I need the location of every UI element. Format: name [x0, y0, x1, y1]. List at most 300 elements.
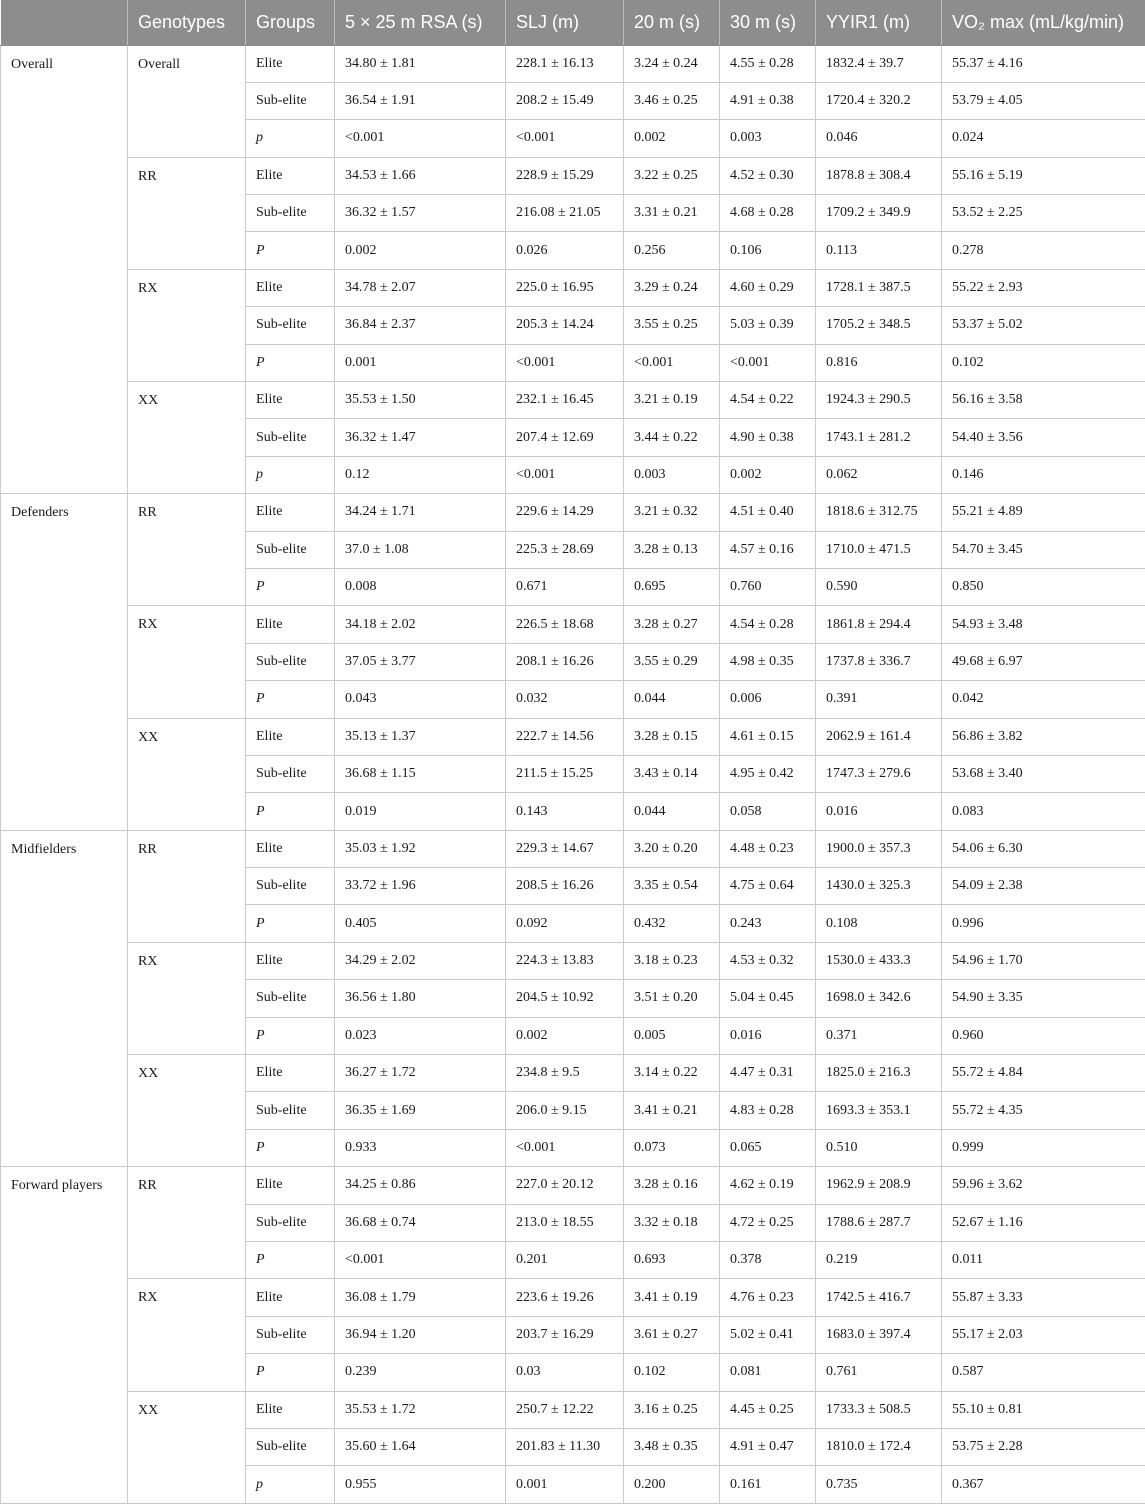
yyir1-cell: 1683.0 ± 397.4	[816, 1316, 942, 1353]
slj-cell: 0.201	[506, 1242, 624, 1279]
sprint-20m-cell: 3.43 ± 0.14	[624, 755, 720, 792]
group-cell: P	[246, 1242, 335, 1279]
vo2max-cell: 53.52 ± 2.25	[942, 195, 1145, 232]
sprint-30m-cell: 5.02 ± 0.41	[720, 1316, 816, 1353]
group-cell: P	[246, 232, 335, 269]
position-cell: Overall	[1, 45, 128, 494]
sprint-30m-cell: 4.62 ± 0.19	[720, 1167, 816, 1204]
vo2max-cell: 0.024	[942, 120, 1145, 157]
slj-cell: 0.092	[506, 905, 624, 942]
group-cell: Sub-elite	[246, 1428, 335, 1465]
sprint-30m-cell: 4.90 ± 0.38	[720, 419, 816, 456]
yyir1-cell: 0.371	[816, 1017, 942, 1054]
yyir1-cell: 2062.9 ± 161.4	[816, 718, 942, 755]
slj-cell: 225.0 ± 16.95	[506, 269, 624, 306]
sprint-30m-cell: 0.003	[720, 120, 816, 157]
genotype-cell: XX	[128, 1391, 246, 1503]
sprint-30m-cell: 0.106	[720, 232, 816, 269]
rsa-cell: 34.25 ± 0.86	[335, 1167, 506, 1204]
sprint-30m-cell: 4.54 ± 0.28	[720, 606, 816, 643]
sprint-20m-cell: 3.28 ± 0.27	[624, 606, 720, 643]
slj-cell: 216.08 ± 21.05	[506, 195, 624, 232]
table-row	[1, 1055, 1145, 1092]
yyir1-cell: 1705.2 ± 348.5	[816, 307, 942, 344]
rsa-cell: 37.05 ± 3.77	[335, 643, 506, 680]
yyir1-cell: 1924.3 ± 290.5	[816, 382, 942, 419]
vo2max-cell: 0.083	[942, 793, 1145, 830]
vo2max-cell: 55.21 ± 4.89	[942, 494, 1145, 531]
vo2max-cell: 53.37 ± 5.02	[942, 307, 1145, 344]
rsa-cell: 0.043	[335, 681, 506, 718]
vo2max-cell: 0.996	[942, 905, 1145, 942]
sprint-20m-cell: 3.55 ± 0.29	[624, 643, 720, 680]
sprint-20m-cell: 0.044	[624, 793, 720, 830]
rsa-cell: 33.72 ± 1.96	[335, 868, 506, 905]
sprint-30m-cell: 4.72 ± 0.25	[720, 1204, 816, 1241]
genotype-cell: RR	[128, 157, 246, 269]
rsa-cell: 36.54 ± 1.91	[335, 82, 506, 119]
sprint-30m-cell: 4.53 ± 0.32	[720, 942, 816, 979]
slj-cell: 0.03	[506, 1354, 624, 1391]
group-cell: Sub-elite	[246, 419, 335, 456]
yyir1-cell: 1962.9 ± 208.9	[816, 1167, 942, 1204]
sprint-20m-cell: 3.35 ± 0.54	[624, 868, 720, 905]
genotype-cell: XX	[128, 382, 246, 494]
sprint-30m-cell: 0.378	[720, 1242, 816, 1279]
sprint-30m-cell: 0.065	[720, 1129, 816, 1166]
vo2max-cell: 53.79 ± 4.05	[942, 82, 1145, 119]
genotype-cell: XX	[128, 718, 246, 830]
group-cell: Sub-elite	[246, 755, 335, 792]
group-cell: Elite	[246, 718, 335, 755]
rsa-cell: 0.955	[335, 1466, 506, 1503]
group-cell: P	[246, 1017, 335, 1054]
slj-cell: 204.5 ± 10.92	[506, 980, 624, 1017]
header-yyir1: YYIR1 (m)	[816, 0, 942, 45]
yyir1-cell: 1742.5 ± 416.7	[816, 1279, 942, 1316]
slj-cell: 226.5 ± 18.68	[506, 606, 624, 643]
genotype-cell: RX	[128, 606, 246, 718]
header-rsa: 5 × 25 m RSA (s)	[335, 0, 506, 45]
rsa-cell: 35.60 ± 1.64	[335, 1428, 506, 1465]
group-cell: P	[246, 1129, 335, 1166]
vo2max-cell: 0.146	[942, 456, 1145, 493]
table-row	[1, 830, 1145, 867]
vo2max-cell: 0.960	[942, 1017, 1145, 1054]
slj-cell: <0.001	[506, 456, 624, 493]
sprint-20m-cell: 0.002	[624, 120, 720, 157]
rsa-cell: 36.68 ± 0.74	[335, 1204, 506, 1241]
slj-cell: 0.002	[506, 1017, 624, 1054]
group-cell: Sub-elite	[246, 82, 335, 119]
vo2max-cell: 56.86 ± 3.82	[942, 718, 1145, 755]
rsa-cell: 0.12	[335, 456, 506, 493]
sprint-20m-cell: 3.51 ± 0.20	[624, 980, 720, 1017]
vo2max-cell: 54.70 ± 3.45	[942, 531, 1145, 568]
group-cell: Sub-elite	[246, 643, 335, 680]
sprint-20m-cell: <0.001	[624, 344, 720, 381]
yyir1-cell: 1698.0 ± 342.6	[816, 980, 942, 1017]
header-30m: 30 m (s)	[720, 0, 816, 45]
rsa-cell: 36.94 ± 1.20	[335, 1316, 506, 1353]
yyir1-cell: 1810.0 ± 172.4	[816, 1428, 942, 1465]
position-cell: Forward players	[1, 1167, 128, 1504]
table-row	[1, 606, 1145, 643]
sprint-20m-cell: 3.48 ± 0.35	[624, 1428, 720, 1465]
yyir1-cell: 0.510	[816, 1129, 942, 1166]
yyir1-cell: 1430.0 ± 325.3	[816, 868, 942, 905]
sprint-30m-cell: 4.60 ± 0.29	[720, 269, 816, 306]
slj-cell: 0.032	[506, 681, 624, 718]
table-row	[1, 1279, 1145, 1316]
group-cell: Elite	[246, 494, 335, 531]
rsa-cell: <0.001	[335, 1242, 506, 1279]
sprint-20m-cell: 0.200	[624, 1466, 720, 1503]
vo2max-cell: 0.042	[942, 681, 1145, 718]
genotype-cell: RX	[128, 942, 246, 1054]
position-cell: Defenders	[1, 494, 128, 831]
rsa-cell: 36.35 ± 1.69	[335, 1092, 506, 1129]
group-cell: Elite	[246, 1391, 335, 1428]
group-cell: Sub-elite	[246, 195, 335, 232]
table-row	[1, 494, 1145, 531]
rsa-cell: 0.008	[335, 568, 506, 605]
yyir1-cell: 1788.6 ± 287.7	[816, 1204, 942, 1241]
rsa-cell: 36.27 ± 1.72	[335, 1055, 506, 1092]
sprint-30m-cell: 0.243	[720, 905, 816, 942]
vo2max-cell: 49.68 ± 6.97	[942, 643, 1145, 680]
sprint-20m-cell: 3.18 ± 0.23	[624, 942, 720, 979]
sprint-20m-cell: 3.41 ± 0.19	[624, 1279, 720, 1316]
group-cell: Elite	[246, 1055, 335, 1092]
yyir1-cell: 0.046	[816, 120, 942, 157]
sprint-30m-cell: 4.52 ± 0.30	[720, 157, 816, 194]
rsa-cell: 34.29 ± 2.02	[335, 942, 506, 979]
sprint-30m-cell: 4.91 ± 0.47	[720, 1428, 816, 1465]
slj-cell: 205.3 ± 14.24	[506, 307, 624, 344]
sprint-20m-cell: 0.695	[624, 568, 720, 605]
sprint-30m-cell: 4.75 ± 0.64	[720, 868, 816, 905]
group-cell: p	[246, 1466, 335, 1503]
rsa-cell: 0.405	[335, 905, 506, 942]
sprint-30m-cell: 4.57 ± 0.16	[720, 531, 816, 568]
slj-cell: 232.1 ± 16.45	[506, 382, 624, 419]
rsa-cell: 34.80 ± 1.81	[335, 45, 506, 82]
slj-cell: 207.4 ± 12.69	[506, 419, 624, 456]
sprint-30m-cell: 0.081	[720, 1354, 816, 1391]
vo2max-cell: 53.68 ± 3.40	[942, 755, 1145, 792]
vo2max-cell: 55.87 ± 3.33	[942, 1279, 1145, 1316]
sprint-30m-cell: 4.47 ± 0.31	[720, 1055, 816, 1092]
vo2max-cell: 59.96 ± 3.62	[942, 1167, 1145, 1204]
sprint-30m-cell: 5.03 ± 0.39	[720, 307, 816, 344]
sprint-30m-cell: 4.61 ± 0.15	[720, 718, 816, 755]
sprint-30m-cell: <0.001	[720, 344, 816, 381]
yyir1-cell: 1818.6 ± 312.75	[816, 494, 942, 531]
genotype-cell: RX	[128, 269, 246, 381]
sprint-20m-cell: 3.22 ± 0.25	[624, 157, 720, 194]
sprint-20m-cell: 0.102	[624, 1354, 720, 1391]
sprint-20m-cell: 3.24 ± 0.24	[624, 45, 720, 82]
slj-cell: 228.1 ± 16.13	[506, 45, 624, 82]
yyir1-cell: 1530.0 ± 433.3	[816, 942, 942, 979]
vo2max-cell: 54.06 ± 6.30	[942, 830, 1145, 867]
vo2max-cell: 0.850	[942, 568, 1145, 605]
table-row	[1, 942, 1145, 979]
yyir1-cell: 0.113	[816, 232, 942, 269]
genotype-cell: RX	[128, 1279, 246, 1391]
sprint-20m-cell: 3.28 ± 0.13	[624, 531, 720, 568]
rsa-cell: 0.933	[335, 1129, 506, 1166]
slj-cell: 201.83 ± 11.30	[506, 1428, 624, 1465]
table-row	[1, 382, 1145, 419]
sprint-30m-cell: 0.058	[720, 793, 816, 830]
sprint-30m-cell: 4.48 ± 0.23	[720, 830, 816, 867]
rsa-cell: 36.32 ± 1.57	[335, 195, 506, 232]
group-cell: Sub-elite	[246, 868, 335, 905]
slj-cell: 213.0 ± 18.55	[506, 1204, 624, 1241]
group-cell: Elite	[246, 606, 335, 643]
slj-cell: 208.5 ± 16.26	[506, 868, 624, 905]
rsa-cell: 0.002	[335, 232, 506, 269]
vo2max-cell: 54.93 ± 3.48	[942, 606, 1145, 643]
vo2max-cell: 55.10 ± 0.81	[942, 1391, 1145, 1428]
sprint-20m-cell: 3.46 ± 0.25	[624, 82, 720, 119]
group-cell: Elite	[246, 1167, 335, 1204]
vo2max-cell: 54.90 ± 3.35	[942, 980, 1145, 1017]
group-cell: Sub-elite	[246, 1316, 335, 1353]
vo2max-cell: 0.011	[942, 1242, 1145, 1279]
sprint-20m-cell: 3.21 ± 0.32	[624, 494, 720, 531]
group-cell: P	[246, 344, 335, 381]
slj-cell: 228.9 ± 15.29	[506, 157, 624, 194]
vo2max-cell: 52.67 ± 1.16	[942, 1204, 1145, 1241]
table-row	[1, 269, 1145, 306]
genotype-cell: XX	[128, 1055, 246, 1167]
sprint-20m-cell: 3.21 ± 0.19	[624, 382, 720, 419]
vo2max-cell: 0.999	[942, 1129, 1145, 1166]
sprint-20m-cell: 3.28 ± 0.16	[624, 1167, 720, 1204]
group-cell: Elite	[246, 1279, 335, 1316]
slj-cell: <0.001	[506, 120, 624, 157]
sprint-30m-cell: 0.016	[720, 1017, 816, 1054]
group-cell: Sub-elite	[246, 980, 335, 1017]
yyir1-cell: 0.108	[816, 905, 942, 942]
header-genotypes: Genotypes	[128, 0, 246, 45]
sprint-30m-cell: 0.002	[720, 456, 816, 493]
vo2max-cell: 0.102	[942, 344, 1145, 381]
slj-cell: <0.001	[506, 1129, 624, 1166]
rsa-cell: 34.78 ± 2.07	[335, 269, 506, 306]
rsa-cell: 34.18 ± 2.02	[335, 606, 506, 643]
rsa-cell: <0.001	[335, 120, 506, 157]
sprint-20m-cell: 0.432	[624, 905, 720, 942]
group-cell: P	[246, 568, 335, 605]
sprint-30m-cell: 4.95 ± 0.42	[720, 755, 816, 792]
sprint-30m-cell: 4.68 ± 0.28	[720, 195, 816, 232]
vo2max-cell: 55.72 ± 4.84	[942, 1055, 1145, 1092]
rsa-cell: 35.53 ± 1.72	[335, 1391, 506, 1428]
yyir1-cell: 0.590	[816, 568, 942, 605]
slj-cell: 206.0 ± 9.15	[506, 1092, 624, 1129]
sprint-20m-cell: 3.29 ± 0.24	[624, 269, 720, 306]
yyir1-cell: 1900.0 ± 357.3	[816, 830, 942, 867]
sprint-20m-cell: 0.005	[624, 1017, 720, 1054]
slj-cell: 211.5 ± 15.25	[506, 755, 624, 792]
sprint-20m-cell: 0.044	[624, 681, 720, 718]
sprint-20m-cell: 3.41 ± 0.21	[624, 1092, 720, 1129]
rsa-cell: 36.68 ± 1.15	[335, 755, 506, 792]
group-cell: Sub-elite	[246, 531, 335, 568]
sprint-20m-cell: 3.20 ± 0.20	[624, 830, 720, 867]
group-cell: P	[246, 793, 335, 830]
sprint-30m-cell: 4.98 ± 0.35	[720, 643, 816, 680]
slj-cell: 229.3 ± 14.67	[506, 830, 624, 867]
yyir1-cell: 1832.4 ± 39.7	[816, 45, 942, 82]
sprint-30m-cell: 0.760	[720, 568, 816, 605]
sprint-30m-cell: 5.04 ± 0.45	[720, 980, 816, 1017]
sprint-30m-cell: 4.76 ± 0.23	[720, 1279, 816, 1316]
vo2max-cell: 55.16 ± 5.19	[942, 157, 1145, 194]
header-20m: 20 m (s)	[624, 0, 720, 45]
yyir1-cell: 0.062	[816, 456, 942, 493]
slj-cell: 223.6 ± 19.26	[506, 1279, 624, 1316]
group-cell: P	[246, 905, 335, 942]
sprint-20m-cell: 0.073	[624, 1129, 720, 1166]
yyir1-cell: 1747.3 ± 279.6	[816, 755, 942, 792]
vo2max-cell: 55.72 ± 4.35	[942, 1092, 1145, 1129]
position-cell: Midfielders	[1, 830, 128, 1167]
group-cell: Elite	[246, 382, 335, 419]
rsa-cell: 36.84 ± 2.37	[335, 307, 506, 344]
yyir1-cell: 1693.3 ± 353.1	[816, 1092, 942, 1129]
yyir1-cell: 0.816	[816, 344, 942, 381]
vo2max-cell: 55.37 ± 4.16	[942, 45, 1145, 82]
table-row	[1, 157, 1145, 194]
group-cell: Sub-elite	[246, 307, 335, 344]
group-cell: Sub-elite	[246, 1204, 335, 1241]
sprint-30m-cell: 4.91 ± 0.38	[720, 82, 816, 119]
slj-cell: 0.143	[506, 793, 624, 830]
rsa-cell: 36.56 ± 1.80	[335, 980, 506, 1017]
yyir1-cell: 0.735	[816, 1466, 942, 1503]
genotype-cell: RR	[128, 494, 246, 606]
yyir1-cell: 1709.2 ± 349.9	[816, 195, 942, 232]
vo2max-cell: 0.278	[942, 232, 1145, 269]
sprint-20m-cell: 3.55 ± 0.25	[624, 307, 720, 344]
group-cell: p	[246, 120, 335, 157]
vo2max-cell: 54.40 ± 3.56	[942, 419, 1145, 456]
vo2max-cell: 54.09 ± 2.38	[942, 868, 1145, 905]
table-row	[1, 45, 1145, 82]
yyir1-cell: 1733.3 ± 508.5	[816, 1391, 942, 1428]
sprint-30m-cell: 4.45 ± 0.25	[720, 1391, 816, 1428]
sprint-20m-cell: 3.28 ± 0.15	[624, 718, 720, 755]
header-vo2max: VO₂ max (mL/kg/min)	[942, 0, 1145, 45]
rsa-cell: 0.023	[335, 1017, 506, 1054]
group-cell: Sub-elite	[246, 1092, 335, 1129]
slj-cell: <0.001	[506, 344, 624, 381]
slj-cell: 0.001	[506, 1466, 624, 1503]
slj-cell: 229.6 ± 14.29	[506, 494, 624, 531]
group-cell: P	[246, 1354, 335, 1391]
slj-cell: 0.671	[506, 568, 624, 605]
sprint-30m-cell: 0.161	[720, 1466, 816, 1503]
rsa-cell: 37.0 ± 1.08	[335, 531, 506, 568]
yyir1-cell: 1743.1 ± 281.2	[816, 419, 942, 456]
rsa-cell: 35.03 ± 1.92	[335, 830, 506, 867]
genotype-cell: RR	[128, 1167, 246, 1279]
yyir1-cell: 0.761	[816, 1354, 942, 1391]
yyir1-cell: 0.016	[816, 793, 942, 830]
sprint-20m-cell: 0.003	[624, 456, 720, 493]
sprint-20m-cell: 0.693	[624, 1242, 720, 1279]
sprint-20m-cell: 3.31 ± 0.21	[624, 195, 720, 232]
rsa-cell: 0.239	[335, 1354, 506, 1391]
rsa-cell: 35.53 ± 1.50	[335, 382, 506, 419]
yyir1-cell: 1861.8 ± 294.4	[816, 606, 942, 643]
slj-cell: 225.3 ± 28.69	[506, 531, 624, 568]
rsa-cell: 0.019	[335, 793, 506, 830]
vo2max-cell: 54.96 ± 1.70	[942, 942, 1145, 979]
vo2max-cell: 0.367	[942, 1466, 1145, 1503]
genotype-cell: RR	[128, 830, 246, 942]
vo2max-cell: 0.587	[942, 1354, 1145, 1391]
group-cell: Elite	[246, 830, 335, 867]
vo2max-cell: 55.17 ± 2.03	[942, 1316, 1145, 1353]
table-row	[1, 718, 1145, 755]
sprint-30m-cell: 4.55 ± 0.28	[720, 45, 816, 82]
sprint-30m-cell: 4.51 ± 0.40	[720, 494, 816, 531]
sprint-20m-cell: 0.256	[624, 232, 720, 269]
group-cell: Elite	[246, 942, 335, 979]
yyir1-cell: 1737.8 ± 336.7	[816, 643, 942, 680]
yyir1-cell: 0.391	[816, 681, 942, 718]
slj-cell: 203.7 ± 16.29	[506, 1316, 624, 1353]
table-row	[1, 1391, 1145, 1428]
rsa-cell: 34.24 ± 1.71	[335, 494, 506, 531]
yyir1-cell: 1710.0 ± 471.5	[816, 531, 942, 568]
sprint-20m-cell: 3.14 ± 0.22	[624, 1055, 720, 1092]
genotype-cell: Overall	[128, 45, 246, 157]
sprint-30m-cell: 4.83 ± 0.28	[720, 1092, 816, 1129]
rsa-cell: 34.53 ± 1.66	[335, 157, 506, 194]
rsa-cell: 35.13 ± 1.37	[335, 718, 506, 755]
table-row	[1, 1167, 1145, 1204]
group-cell: Elite	[246, 157, 335, 194]
vo2max-cell: 55.22 ± 2.93	[942, 269, 1145, 306]
slj-cell: 227.0 ± 20.12	[506, 1167, 624, 1204]
header-position	[1, 0, 128, 45]
rsa-cell: 0.001	[335, 344, 506, 381]
slj-cell: 222.7 ± 14.56	[506, 718, 624, 755]
group-cell: Elite	[246, 45, 335, 82]
yyir1-cell: 1728.1 ± 387.5	[816, 269, 942, 306]
group-cell: P	[246, 681, 335, 718]
slj-cell: 250.7 ± 12.22	[506, 1391, 624, 1428]
sprint-20m-cell: 3.32 ± 0.18	[624, 1204, 720, 1241]
header-groups: Groups	[246, 0, 335, 45]
sprint-20m-cell: 3.16 ± 0.25	[624, 1391, 720, 1428]
sprint-30m-cell: 0.006	[720, 681, 816, 718]
yyir1-cell: 1825.0 ± 216.3	[816, 1055, 942, 1092]
group-cell: Elite	[246, 269, 335, 306]
sprint-20m-cell: 3.44 ± 0.22	[624, 419, 720, 456]
header-row	[1, 0, 1145, 45]
table-body	[1, 45, 1145, 1503]
sprint-30m-cell: 4.54 ± 0.22	[720, 382, 816, 419]
yyir1-cell: 1720.4 ± 320.2	[816, 82, 942, 119]
